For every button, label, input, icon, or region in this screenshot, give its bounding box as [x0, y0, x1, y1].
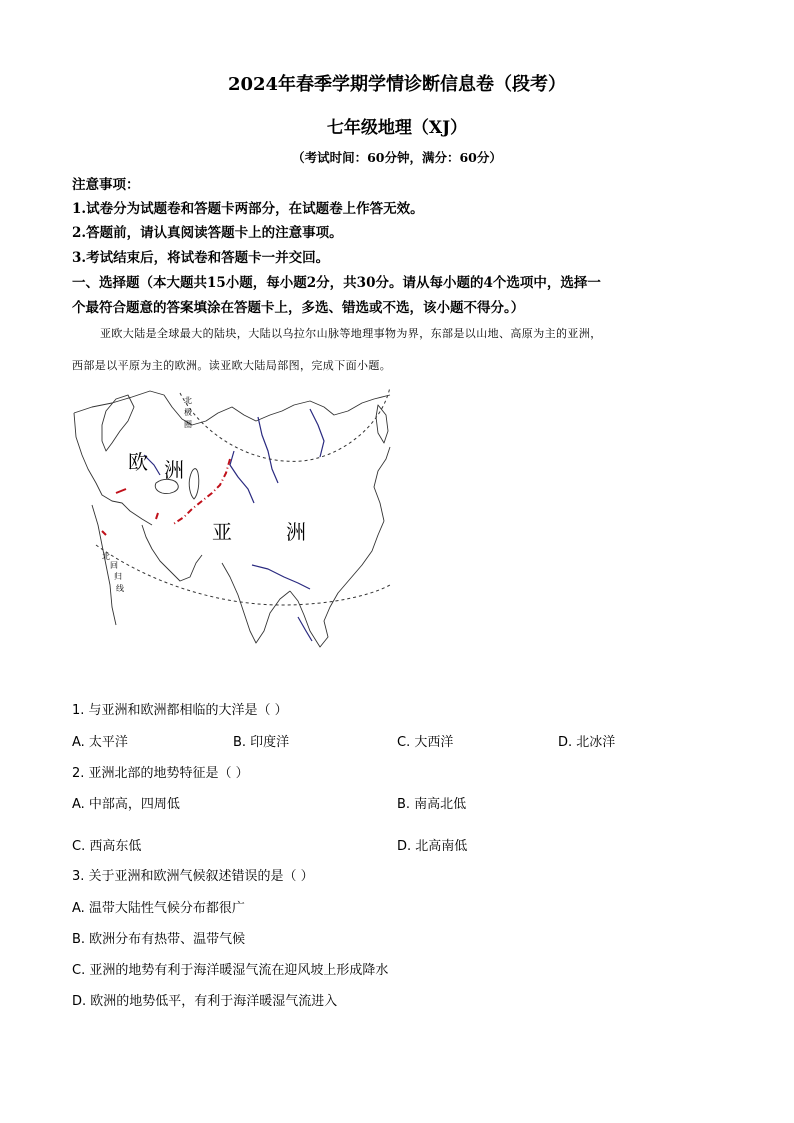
question-3-option-c[interactable]: C. 亚洲的地势有利于海洋暖湿气流在迎风坡上形成降水 — [72, 963, 389, 978]
arctic-label-1: 北 — [184, 396, 192, 405]
river-yangtze — [252, 565, 310, 589]
question-1-stem: 1. 与亚洲和欧洲都相临的大洋是（ ） — [72, 703, 288, 718]
section-heading-line1: 一、选择题（本大题共15小题，每小题2分，共30分。请从每小题的4个选项中，选择一 — [72, 275, 601, 291]
label-europe-2: 洲 — [164, 458, 184, 482]
question-1-option-c[interactable]: C. 大西洋 — [397, 735, 454, 750]
notice-item-1: 1.试卷分为试题卷和答题卡两部分，在试题卷上作答无效。 — [72, 201, 424, 217]
question-1-option-b[interactable]: B. 印度洋 — [233, 735, 290, 750]
arctic-circle-line — [180, 387, 390, 461]
page-subtitle: 七年级地理（XJ） — [326, 118, 468, 138]
intro-line1: 亚欧大陆是全球最大的陆块，大陆以乌拉尔山脉等地理事物为界，东部是以山地、高原为主的亚洲， — [100, 327, 602, 340]
river-lena — [310, 409, 324, 457]
question-1-option-a[interactable]: A. 太平洋 — [72, 735, 128, 750]
tropic-label-2: 回 — [110, 561, 118, 570]
eurasia-map — [72, 385, 392, 660]
boundary-segment-southwest — [102, 531, 106, 535]
question-1-option-d[interactable]: D. 北冰洋 — [558, 735, 616, 750]
question-3-option-a[interactable]: A. 温带大陆性气候分布都很广 — [72, 901, 245, 916]
boundary-segment-south — [156, 513, 158, 519]
question-2-option-b[interactable]: B. 南高北低 — [397, 797, 467, 812]
intro-line2: 西部是以平原为主的欧洲。读亚欧大陆局部图，完成下面小题。 — [72, 359, 392, 372]
middle-east-coast — [142, 525, 202, 581]
scandinavia-outline — [102, 395, 134, 451]
page-title: 2024年春季学期学情诊断信息卷（段考） — [227, 74, 567, 95]
notice-item-3: 3.考试结束后，将试卷和答题卡一并交回。 — [72, 250, 330, 266]
caspian-sea — [189, 469, 199, 499]
kamchatka-outline — [376, 405, 388, 443]
river-ganges — [298, 617, 312, 641]
question-2-option-a[interactable]: A. 中部高，四周低 — [72, 797, 180, 812]
label-asia-1: 亚 — [212, 520, 232, 544]
exam-info: （考试时间：60分钟，满分：60分） — [292, 150, 502, 165]
river-ob — [230, 451, 254, 503]
tropic-label-1: 北 — [102, 552, 110, 561]
question-2-stem: 2. 亚洲北部的地势特征是（ ） — [72, 766, 249, 781]
section-heading-line2: 个最符合题意的答案填涂在答题卡上，多选、错选或不选，该小题不得分。） — [72, 300, 525, 316]
tropic-of-cancer-line — [96, 545, 390, 605]
label-europe-1: 欧 — [128, 450, 148, 474]
notice-item-2: 2.答题前，请认真阅读答题卡上的注意事项。 — [72, 225, 343, 241]
question-3-option-d[interactable]: D. 欧洲的地势低平，有利于海洋暖湿气流进入 — [72, 994, 338, 1009]
arctic-label-3: 圈 — [184, 420, 192, 429]
question-2-option-c[interactable]: C. 西高东低 — [72, 839, 142, 854]
question-3-option-b[interactable]: B. 欧洲分布有热带、温带气候 — [72, 932, 246, 947]
tropic-label-4: 线 — [116, 584, 124, 593]
boundary-segment-west — [116, 489, 126, 493]
river-yenisei — [258, 417, 278, 483]
arctic-label-2: 极 — [184, 408, 192, 417]
label-asia-2: 洲 — [286, 520, 306, 544]
tropic-label-3: 归 — [114, 572, 122, 581]
question-3-stem: 3. 关于亚洲和欧洲气候叙述错误的是（ ） — [72, 869, 314, 884]
northern-coastline — [74, 391, 390, 425]
question-2-option-d[interactable]: D. 北高南低 — [397, 839, 468, 854]
notice-heading: 注意事项： — [72, 177, 140, 193]
east-asia-coast — [374, 447, 390, 521]
